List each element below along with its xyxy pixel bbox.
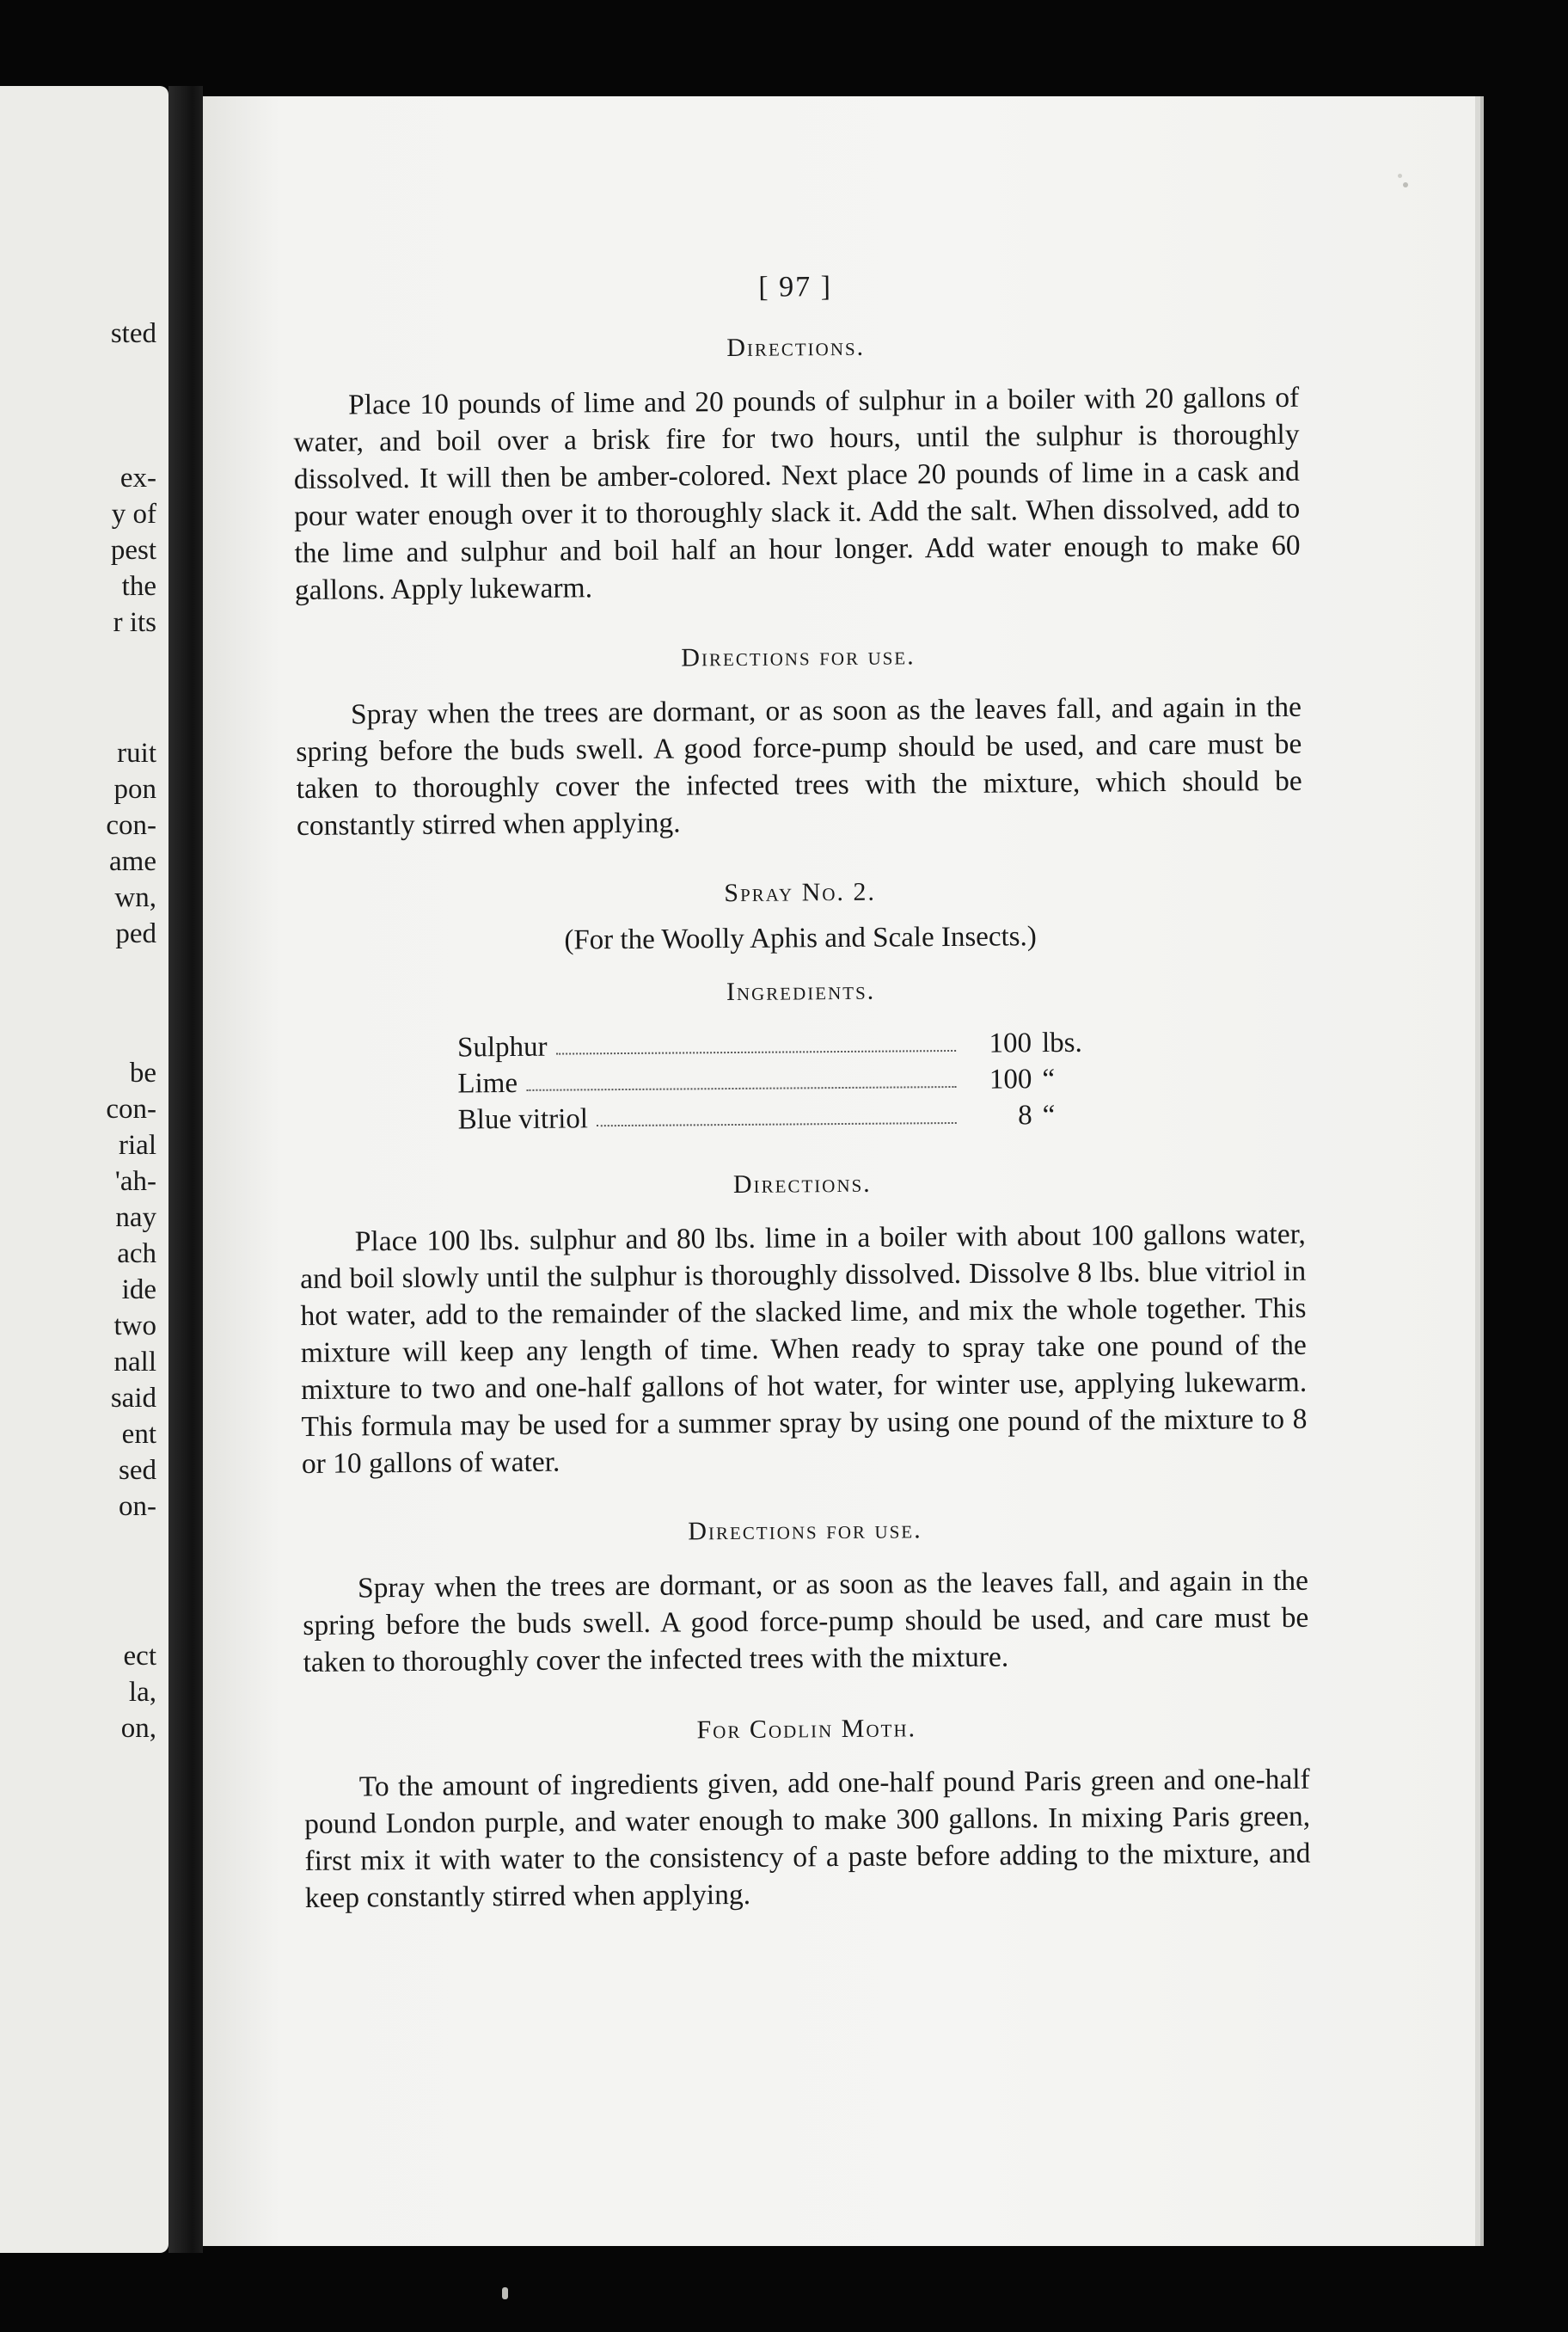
- section-heading: Directions.: [732, 1169, 872, 1200]
- section-directions-2: [299, 1166, 1308, 1482]
- leader-dots: [597, 1098, 957, 1126]
- leader-dots: [526, 1062, 957, 1091]
- section-heading: Directions for use.: [688, 1515, 922, 1546]
- left-line: ped: [115, 918, 156, 949]
- left-line: ide: [121, 1274, 156, 1305]
- section-heading: For Codlin Moth.: [696, 1714, 917, 1745]
- section-directions-for-use-2: [302, 1513, 1308, 1681]
- section-directions-for-use: [295, 639, 1302, 844]
- ingredient-unit: lbs.: [1041, 1027, 1082, 1059]
- left-line: sted: [110, 318, 156, 349]
- left-line: ame: [109, 846, 156, 877]
- left-line: on,: [120, 1713, 156, 1744]
- leader-dots: [555, 1026, 956, 1055]
- left-line: ruit: [117, 738, 156, 769]
- section-directions: [293, 329, 1301, 609]
- paragraph: Spray when the trees are dormant, or as soon as the leaves fall, and again in the spring before the buds swell. A good force-pump should be used, and care must be taken to thoroughly cover the infected trees with the mixture, which should be constantly stirred when applying.: [296, 690, 1302, 842]
- spray-subtitle: (For the Woolly Aphis and Scale Insects.): [564, 921, 1037, 956]
- left-line: the: [121, 571, 156, 602]
- section-heading: Directions for use.: [681, 641, 916, 672]
- left-line: on-: [119, 1491, 156, 1522]
- left-line: la,: [128, 1677, 156, 1708]
- left-line: 'ah-: [114, 1166, 156, 1197]
- left-line: wn,: [114, 882, 156, 913]
- ingredient-name: Lime: [457, 1067, 518, 1100]
- left-line: nay: [115, 1202, 156, 1233]
- left-line: r its: [113, 607, 156, 638]
- left-line: con-: [106, 1094, 156, 1125]
- left-line: pest: [110, 535, 156, 566]
- paper-speck: [502, 2287, 508, 2299]
- previous-page-fragment: [0, 86, 168, 2253]
- left-line: rial: [119, 1130, 156, 1161]
- left-line: sed: [119, 1455, 156, 1486]
- left-line: pon: [113, 774, 156, 805]
- left-line: two: [113, 1310, 156, 1341]
- left-line: said: [110, 1383, 156, 1414]
- ingredient-name: Sulphur: [456, 1031, 548, 1064]
- left-line: nall: [113, 1347, 156, 1378]
- page-number: [ 97 ]: [758, 271, 833, 304]
- left-line: ent: [121, 1419, 156, 1450]
- section-spray-no-2: [297, 874, 1305, 1139]
- ingredient-quantity: 100: [989, 1064, 1032, 1095]
- ingredient-quantity: 100: [989, 1028, 1032, 1059]
- left-line: ect: [123, 1641, 156, 1672]
- left-line: ach: [117, 1238, 156, 1269]
- ingredient-row: [458, 1097, 1112, 1138]
- left-line: con-: [106, 810, 156, 841]
- ingredient-quantity: 8: [1018, 1100, 1032, 1132]
- ingredient-unit: “: [1042, 1100, 1056, 1132]
- left-line: y of: [111, 499, 156, 530]
- page-text: [292, 267, 1311, 1955]
- paragraph: Spray when the trees are dormant, or as soon as the leaves fall, and again in the spring before the buds swell. A good force-pump should be used, and care must be taken to thoroughly cover the infected trees with the mixture.: [303, 1564, 1309, 1678]
- ingredients-heading: Ingredients.: [726, 976, 876, 1007]
- ingredient-row: [457, 1025, 1111, 1066]
- section-codlin-moth: [303, 1711, 1311, 1917]
- ingredient-unit: “: [1042, 1064, 1056, 1095]
- left-line: be: [129, 1058, 156, 1089]
- paragraph: To the amount of ingredients given, add one-half pound Paris green and one-half pound London purple, and water enough to make 300 gallons. In mixing Paris green, first mix it with water to the consistency of a paste before adding to the mixture, and keep constantly stirred when applying.: [304, 1763, 1311, 1914]
- paragraph: Place 100 lbs. sulphur and 80 lbs. lime in a boiler with about 100 gallons water, and boil slowly until the sulphur is thoroughly dissolved. Dissolve 8 lbs. blue vitriol in hot water, add to the remainder of the slacked lime, and mix the whole together. This mixture will keep any length of time. When ready to spray take one pound of the mixture to two and one-half gallons of hot water, for winter use, applying lukewarm. This formula may be used for a summer spray by using one pound of the mixture to 8 or 10 gallons of water.: [300, 1218, 1308, 1480]
- left-line: ex-: [119, 463, 156, 494]
- ingredient-name: Blue vitriol: [457, 1103, 589, 1136]
- paper-speck: [1398, 174, 1402, 178]
- paper-speck: [1403, 182, 1408, 187]
- section-heading: Directions.: [726, 332, 866, 363]
- paragraph: Place 10 pounds of lime and 20 pounds of sulphur in a boiler with 20 gallons of water, and boil over a brisk fire for two hours, until the sulphur is thoroughly dissolved. It will then be amber-colored. Next place 20 pounds of lime in a cask and pour water enough over it to thoroughly slack it. Add the salt. When dissolved, add to the lime and sulphur and boil half an hour longer. Add water enough to make 60 gallons. Apply lukewarm.: [293, 381, 1301, 606]
- ingredients-list: [457, 1025, 1112, 1138]
- ingredient-row: [457, 1061, 1111, 1102]
- book-spine-shadow: [168, 86, 203, 2253]
- section-heading: Spray No. 2.: [724, 877, 877, 908]
